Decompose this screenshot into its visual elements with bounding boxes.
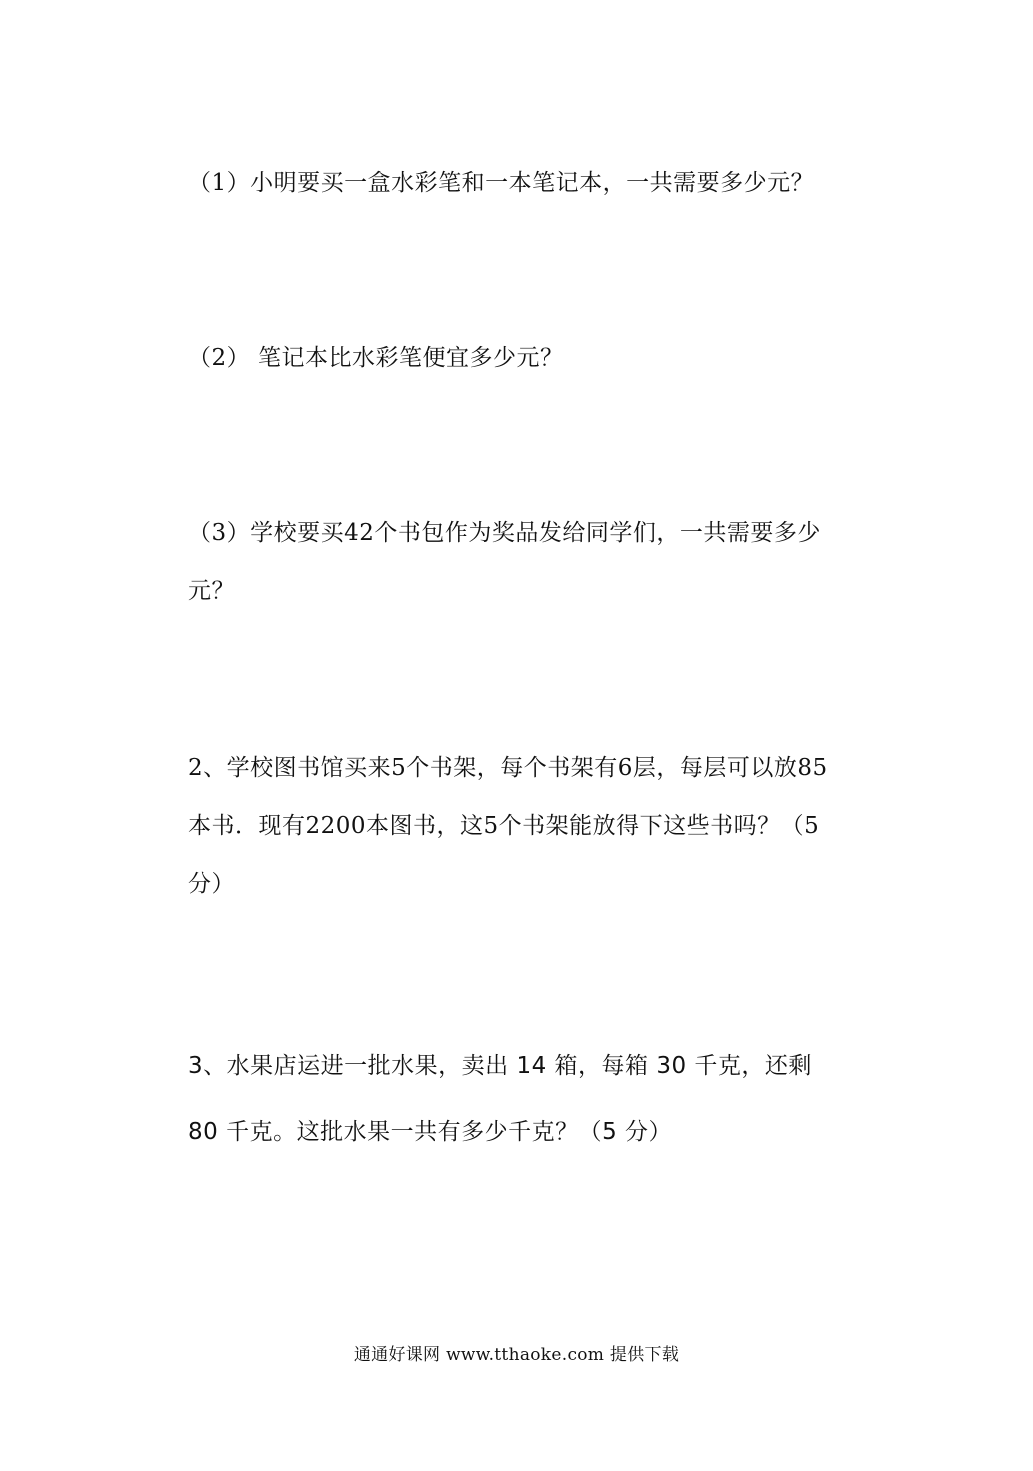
question-3-line-1: 3、水果店运进一批水果，卖出 14 箱，每箱 30 千克，还剩: [188, 1053, 812, 1079]
question-1-part-3-line-1: （3）学校要买42个书包作为奖品发给同学们，一共需要多少: [188, 520, 821, 546]
question-1-part-2: （2） 笔记本比水彩笔便宜多少元？: [188, 345, 564, 371]
question-3-line-2: 80 千克。这批水果一共有多少千克？（5 分）: [188, 1119, 673, 1145]
question-2-line-2: 本书．现有2200本图书，这5个书架能放得下这些书吗？（5: [188, 813, 820, 839]
page-footer: 通通好课网 www.tthaoke.com 提供下载: [353, 1345, 680, 1365]
question-2-line-3: 分）: [188, 871, 235, 897]
question-1-part-3-line-2: 元？: [188, 578, 235, 604]
question-1-part-1: （1）小明要买一盒水彩笔和一本笔记本，一共需要多少元？: [188, 170, 815, 196]
question-2-line-1: 2、学校图书馆买来5个书架，每个书架有6层，每层可以放85: [188, 755, 828, 781]
